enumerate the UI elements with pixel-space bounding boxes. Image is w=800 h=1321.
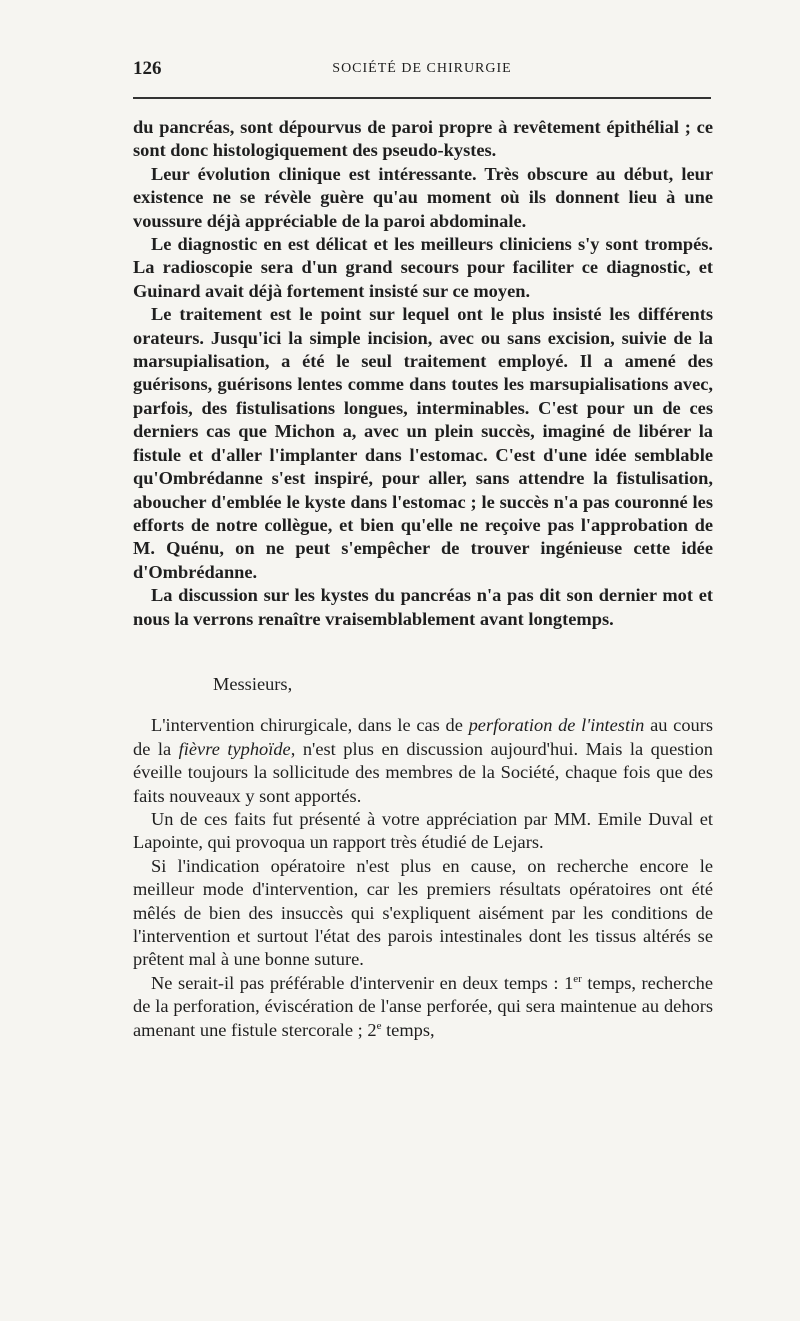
p9-sup-er: er [573,972,582,985]
paragraph-8: Si l'indication opératoire n'est plus en cause, on recherche encore le meilleur mode d'intervention, car les premiers résultats opératoires ont été mêlés de bien des insuccès qui s'expliquent aisément par les conditions de l'intervention et surtout l'état des parois intestinales dont les tissus altérés se prêtent mal à une bonne suture. [133,855,713,970]
paragraph-5: La discussion sur les kystes du pancréas n'a pas dit son dernier mot et nous la verrons renaître vraisemblablement avant longtemps. [133,585,713,629]
header-rule [133,97,711,99]
salutation: Messieurs, [213,673,293,694]
body-text [133,116,713,1042]
p9-text-a: Ne serait-il pas préférable d'intervenir en deux temps : 1 [151,972,574,993]
paragraph-3: Le diagnostic en est délicat et les meilleurs cliniciens s'y sont trompés. La radioscopie sera d'un grand secours pour faciliter ce diagnostic, et Guinard avait déjà fortement insisté sur ce moyen. [133,234,713,301]
running-title: SOCIÉTÉ DE CHIRURGIE [332,61,512,76]
p6-italic-fievre: fièvre typhoïde [178,738,291,759]
p6-text-a: L'intervention chirurgicale, dans le cas de [151,715,469,736]
paragraph-1: du pancréas, sont dépourvus de paroi propre à revêtement épithélial ; ce sont donc histologiquement des pseudo-kystes. [133,117,713,161]
paragraph-7: Un de ces faits fut présenté à votre appréciation par MM. Emile Duval et Lapointe, qui provoqua un rapport très étudié de Lejars. [133,808,713,853]
paragraph-2: Leur évolution clinique est intéressante. Très obscure au début, leur existence ne se révèle guère qu'au moment où ils donnent lieu à une voussure déjà appréciable de la paroi abdominale. [133,163,713,231]
p6-italic-perforation: perforation de l'intestin [468,715,645,736]
p9-text-b: temps, recherche de la perforation, éviscération de l'anse perforée, qui sera maintenue au dehors amenant une fistule stercorale ; 2 [133,972,713,1040]
page-number: 126 [133,58,162,79]
paragraph-9 [133,972,713,1042]
paragraph-6 [133,714,713,808]
paragraph-4: Le traitement est le point sur lequel ont le plus insisté les différents orateurs. Jusqu'ici la simple incision, avec ou sans excision, suivie de la marsupialisation, a été le seul traitement employé. Il a amené des guérisons, guérisons lentes comme dans toutes les marsupialisations avec, parfois, des fistulisations longues, interminables. C'est pour un de ces derniers cas que Michon a, avec un plein succès, imaginé de libérer la fistule et d'aller l'implanter dans l'estomac. C'est d'une idée semblable qu'Ombrédanne s'est inspiré, pour aller, sans attendre la fistulisation, aboucher d'emblée le kyste dans l'estomac ; le succès n'a pas couronné les efforts de notre collègue, et bien qu'elle ne reçoive pas l'approbation de M. Quénu, on ne peut s'empêcher de trouver ingénieuse cette idée d'Ombrédanne. [133,304,713,582]
p9-text-c: temps, [381,1019,435,1040]
page-header [133,58,711,88]
p6-text-c: au cours de la [133,715,713,759]
p6-text-e: , n'est plus en discussion aujourd'hui. Mais la question éveille toujours la sollicitude des membres de la Société, chaque fois que des faits nouveaux y sont apportés. [133,738,713,806]
p9-sup-e: e [376,1019,382,1032]
